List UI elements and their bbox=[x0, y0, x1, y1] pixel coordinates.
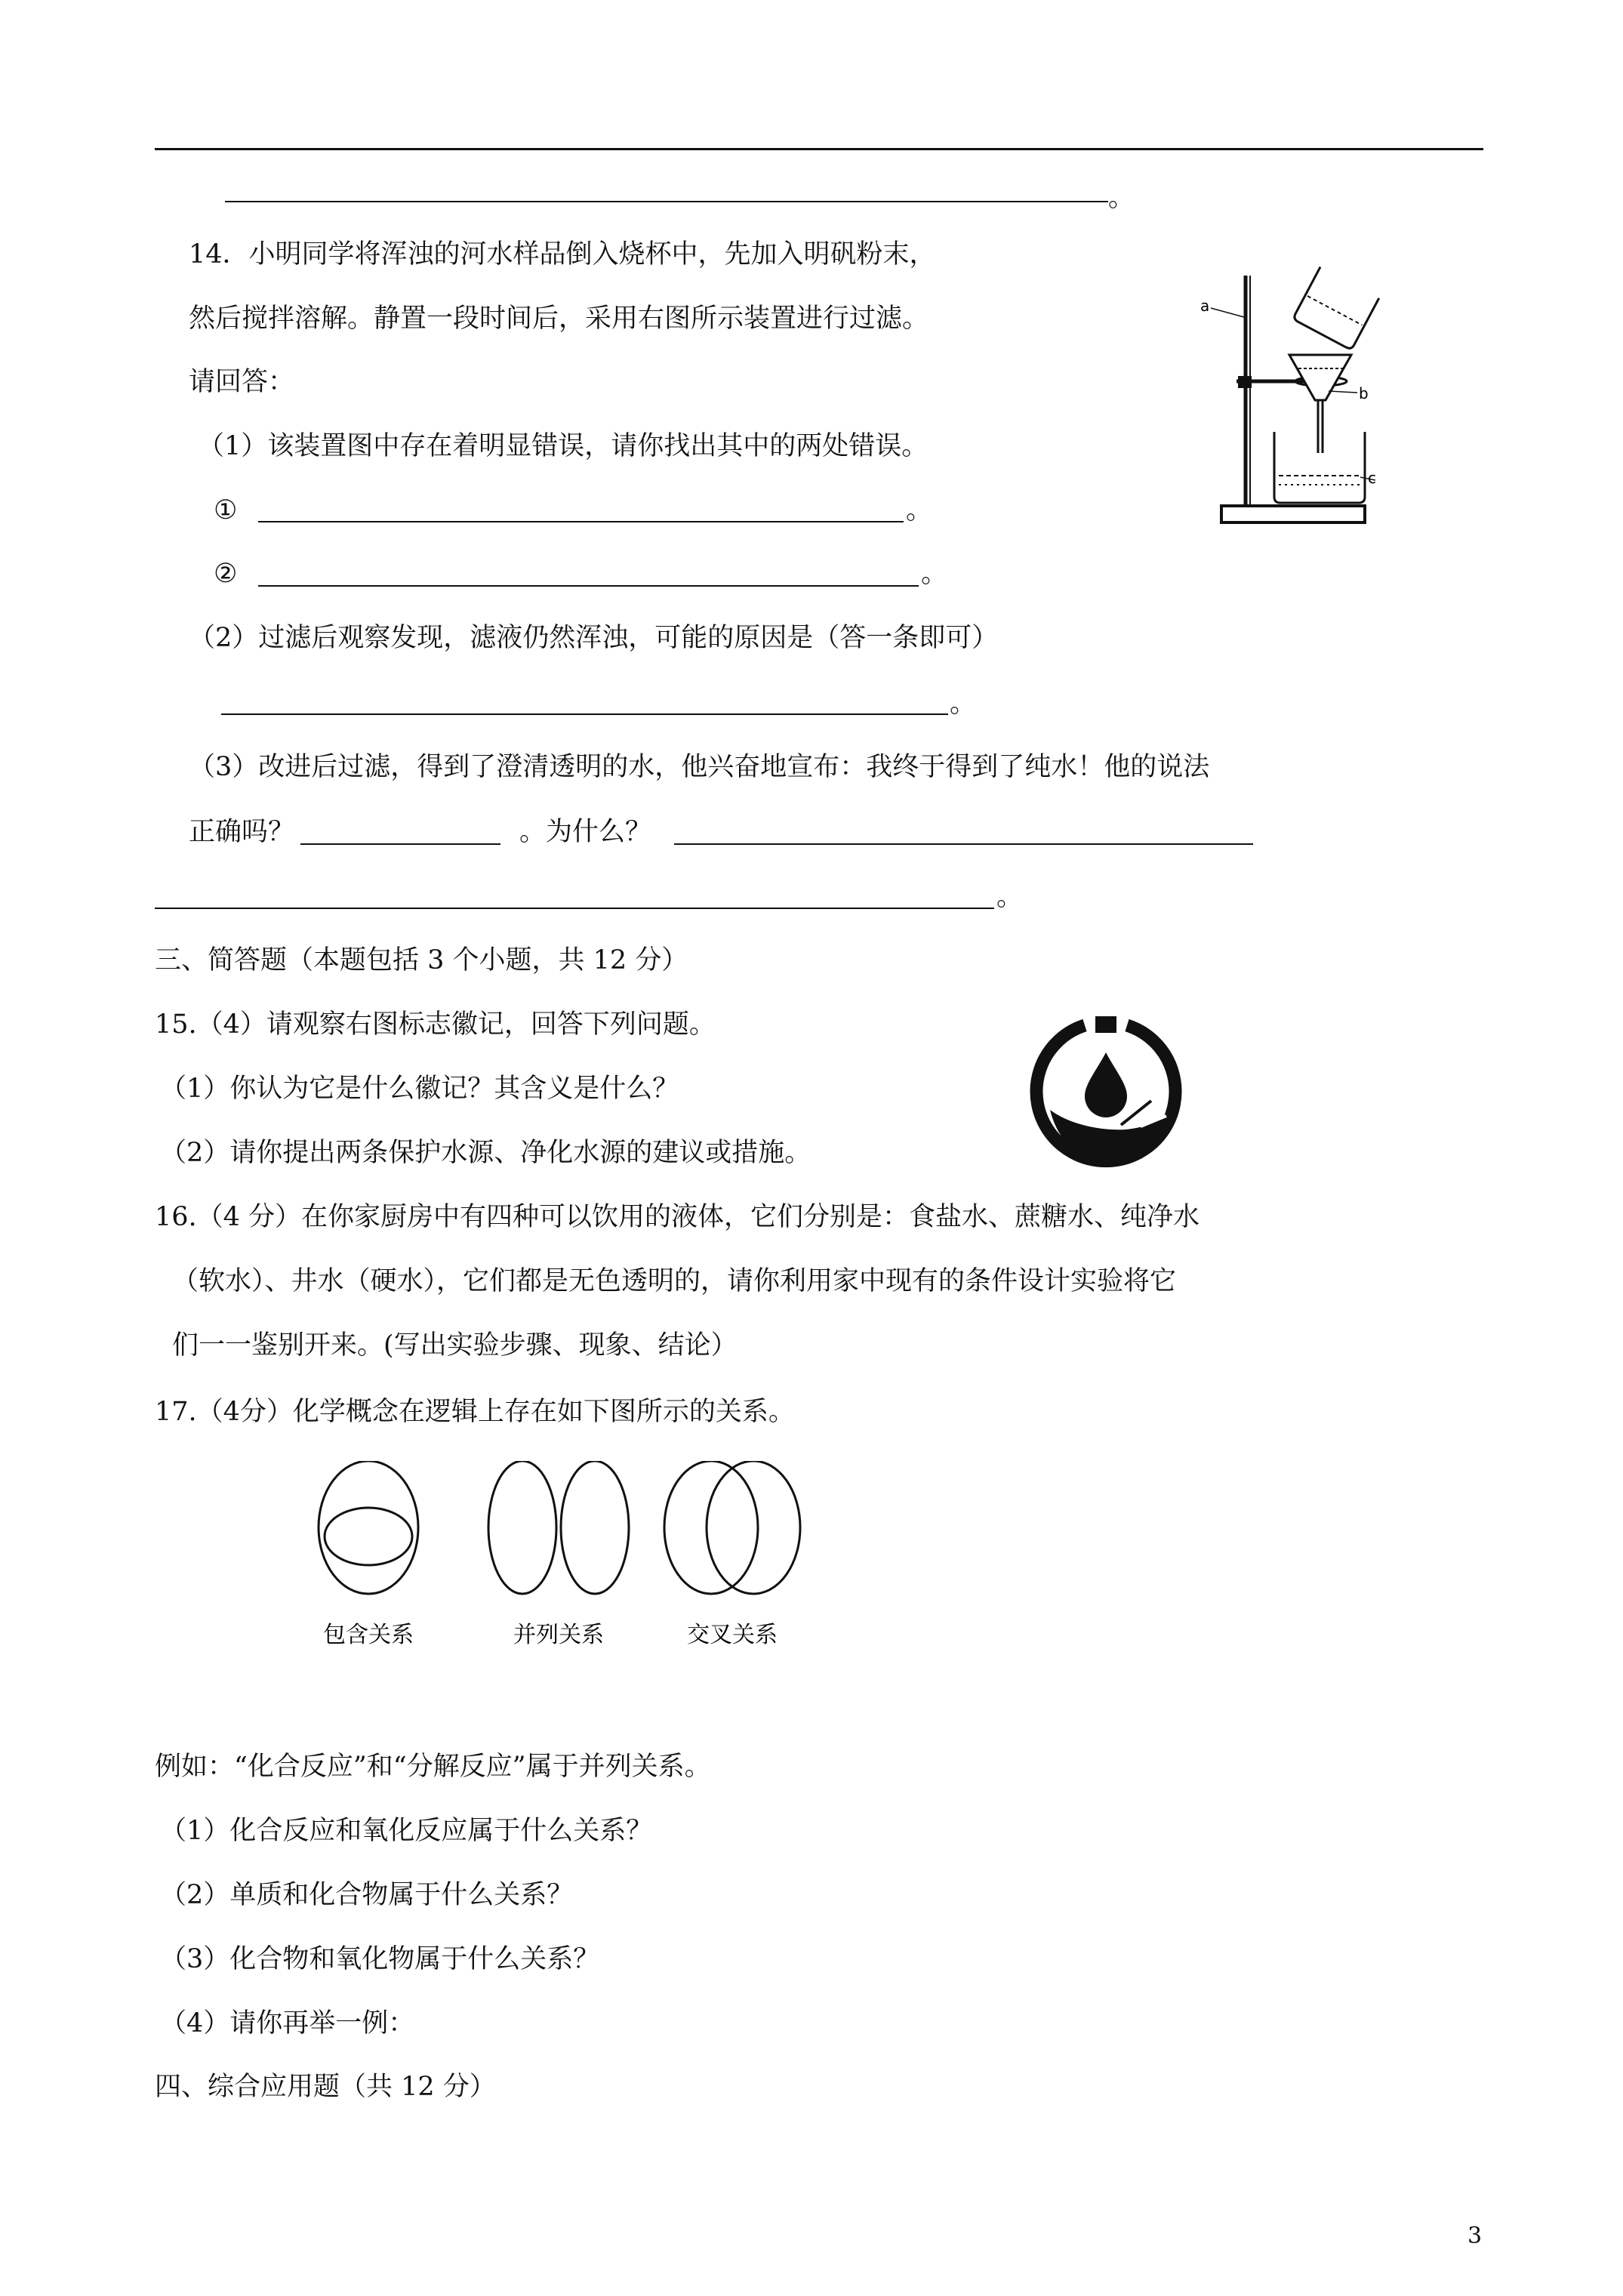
header-rule bbox=[155, 148, 1483, 150]
q14-sub3-b: 。为什么？ bbox=[519, 817, 652, 847]
q14-why-blank-2 bbox=[155, 908, 994, 909]
q14-err2-blank bbox=[258, 585, 919, 587]
q14-correct-blank bbox=[300, 843, 500, 845]
q14-err1-blank bbox=[258, 521, 904, 522]
q14-err2-label: ② bbox=[214, 559, 238, 589]
parallel-left-ellipse bbox=[488, 1461, 556, 1594]
q14-sub2: （2）过滤后观察发现，滤液仍然浑浊，可能的原因是（答一条即可） bbox=[189, 623, 999, 653]
inclusion-outer-ellipse bbox=[319, 1461, 418, 1594]
stand-base bbox=[1221, 506, 1365, 522]
section-4-heading: 四、综合应用题（共 12 分） bbox=[155, 2072, 496, 2102]
pouring-beaker bbox=[1292, 267, 1378, 350]
q14-line3: 请回答： bbox=[189, 367, 295, 397]
q14-err1-period: 。 bbox=[906, 495, 933, 525]
filtration-apparatus-figure bbox=[1200, 257, 1381, 536]
water-drop bbox=[1085, 1052, 1127, 1117]
page-number: 3 bbox=[1467, 2223, 1483, 2249]
q14-sub2-period: 。 bbox=[950, 689, 977, 719]
q14-sub1: （1）该装置图中存在着明显错误，请你找出其中的两处错误。 bbox=[198, 431, 929, 461]
q16-line1: 16.（4 分）在你家厨房中有四种可以饮用的液体，它们分别是：食盐水、蔗糖水、纯净水 bbox=[155, 1202, 1200, 1232]
parallel-right-ellipse bbox=[561, 1461, 629, 1594]
q14-err2-period: 。 bbox=[921, 559, 948, 589]
q17-sub3: （3）化合物和氧化物属于什么关系？ bbox=[160, 1944, 600, 1974]
intersect-left-ellipse bbox=[664, 1461, 758, 1594]
water-emblem-icon bbox=[1023, 1012, 1189, 1178]
q14-sub3-a: 正确吗？ bbox=[189, 817, 295, 847]
q15-line1: 15.（4）请观察右图标志徽记，回答下列问题。 bbox=[155, 1009, 716, 1040]
concept-relations-diagram bbox=[310, 1461, 823, 1657]
q15-sub2: （2）请你提出两条保护水源、净化水源的建议或措施。 bbox=[160, 1138, 812, 1168]
q17-example: 例如：“化合反应”和“分解反应”属于并列关系。 bbox=[155, 1752, 711, 1782]
section-3-heading: 三、简答题（本题包括 3 个小题，共 12 分） bbox=[155, 945, 688, 975]
label-inclusion: 包含关系 bbox=[323, 1622, 414, 1648]
q17-line1: 17.（4分）化学概念在逻辑上存在如下图所示的关系。 bbox=[155, 1397, 795, 1427]
q16-line3: 们一一鉴别开来。(写出实验步骤、现象、结论） bbox=[172, 1330, 738, 1361]
figure-label-a: a bbox=[1200, 297, 1210, 315]
intersect-right-ellipse bbox=[707, 1461, 800, 1594]
label-parallel: 并列关系 bbox=[513, 1622, 604, 1648]
q14-line1: 14．小明同学将浑浊的河水样品倒入烧杯中，先加入明矾粉末， bbox=[189, 239, 936, 270]
figure-label-c: c bbox=[1368, 469, 1376, 487]
q13-answer-blank bbox=[225, 201, 1108, 202]
label-intersection: 交叉关系 bbox=[687, 1622, 778, 1648]
q14-sub2-blank bbox=[221, 713, 948, 715]
q14-sub3-line1: （3）改进后过滤，得到了澄清透明的水，他兴奋地宣布：我终于得到了纯水！他的说法 bbox=[189, 752, 1210, 782]
q17-sub2: （2）单质和化合物属于什么关系？ bbox=[160, 1880, 574, 1910]
q14-sub3-period: 。 bbox=[996, 882, 1024, 912]
q17-sub4: （4）请你再举一例： bbox=[160, 2008, 415, 2039]
q14-line2: 然后搅拌溶解。静置一段时间后，采用右图所示装置进行过滤。 bbox=[189, 304, 929, 334]
receiving-beaker bbox=[1274, 432, 1365, 503]
q16-line2: （软水）、井水（硬水），它们都是无色透明的，请你利用家中现有的条件设计实验将它 bbox=[172, 1266, 1177, 1296]
q13-period: 。 bbox=[1108, 183, 1135, 213]
q17-sub1: （1）化合反应和氧化反应属于什么关系？ bbox=[160, 1816, 653, 1846]
q15-sub1: （1）你认为它是什么徽记？其含义是什么？ bbox=[160, 1074, 679, 1104]
inclusion-inner-ellipse bbox=[325, 1508, 412, 1565]
q14-err1-label: ① bbox=[214, 495, 238, 525]
figure-label-b: b bbox=[1359, 384, 1369, 402]
q14-why-blank bbox=[674, 843, 1253, 845]
